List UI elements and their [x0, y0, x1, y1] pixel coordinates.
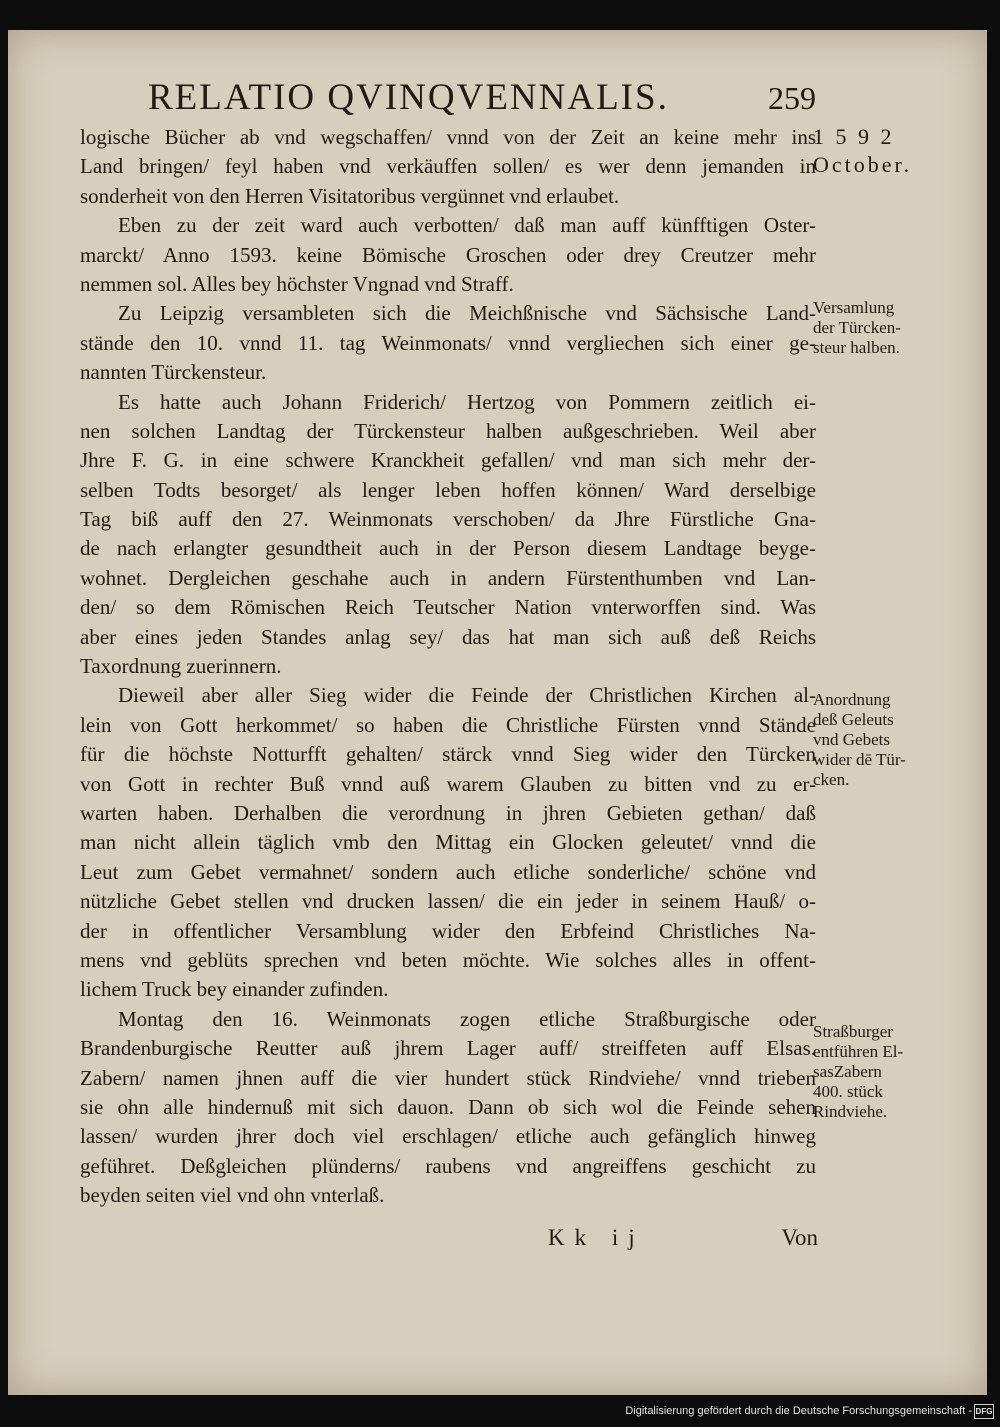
margin-note-line: wider dē Tür-	[813, 750, 906, 769]
text-line: warten haben. Derhalben die verordnung in jhren Gebieten gethan/ daß	[80, 800, 816, 825]
text-line: für die höchste Notturfft gehalten/ stärck vnnd Sieg wider den Türcken	[80, 742, 816, 767]
text-line: Jhre F. G. in eine schwere Kranckheit gefallen/ vnd man sich mehr der-	[80, 448, 816, 473]
margin-note-line: sasZabern	[813, 1062, 882, 1081]
text-line: nemmen sol. Alles bey höchster Vngnad vnd Straff.	[80, 271, 514, 296]
margin-note-line: 400. stück	[813, 1082, 883, 1101]
text-line: man nicht allein täglich vmb den Mittag ein Glocken geleutet/ vnnd die	[80, 830, 816, 855]
text-line: wohnet. Dergleichen geschahe auch in andern Fürstenthumben vnd Lan-	[80, 565, 816, 590]
text-line: Tag biß auff den 27. Weinmonats verschoben/ da Jhre Fürstliche Gna-	[80, 507, 816, 532]
page-footer	[548, 1225, 818, 1259]
margin-note-line: vnd Gebets	[813, 730, 890, 749]
text-line: Brandenburgische Reutter auß jhrem Lager auff/ streiffeten auff Elsas.	[80, 1036, 816, 1061]
text-line: beyden seiten viel vnd ohn vnterlaß.	[80, 1183, 385, 1208]
text-line: marckt/ Anno 1593. keine Bömische Groschen oder drey Creutzer mehr	[80, 242, 816, 267]
page-number: 259	[768, 80, 816, 116]
text-line: Es hatte auch Johann Friderich/ Hertzog von Pommern zeitlich ei-	[118, 389, 816, 414]
book-page	[8, 30, 987, 1395]
running-title: RELATIO QVINQVENNALIS.	[148, 77, 669, 118]
margin-note-date	[813, 123, 978, 179]
digitization-credit: Digitalisierung gefördert durch die Deutsche Forschungsgemeinschaft -	[625, 1405, 972, 1417]
text-line: geführet. Deßgleichen plünderns/ raubens vnd angreiffens geschicht zu	[80, 1153, 816, 1178]
text-line: sonderheit von den Herren Visitatoribus vergünnet vnd erlaubet.	[80, 183, 620, 208]
text-line: Leut zum Gebet vermahnet/ sondern auch etliche sonderliche/ schöne vnd	[80, 859, 816, 884]
text-line: lichem Truck bey einander zufinden.	[80, 977, 389, 1002]
text-line: Zabern/ namen jhnen auff die vier hundert stück Rindviehe/ vnnd trieben	[80, 1065, 816, 1090]
text-line: selben Todts besorget/ als lenger leben hoffen können/ Ward derselbige	[80, 477, 816, 502]
margin-note-line: Rindviehe.	[813, 1102, 888, 1121]
dfg-logo-icon: DFG	[974, 1404, 994, 1419]
text-line: Eben zu der zeit ward auch verbotten/ daß man auff künfftigen Oster-	[118, 213, 816, 238]
margin-note-line: cken.	[813, 770, 850, 789]
text-line: lein von Gott herkommet/ so haben die Christliche Fürsten vnnd Stände	[80, 712, 816, 737]
margin-note-tax-assembly	[813, 298, 978, 358]
margin-note-prayer-order	[813, 690, 978, 790]
text-line: nen solchen Landtag der Türckensteur halben außgeschrieben. Weil aber	[80, 418, 816, 443]
text-line: sie ohn alle hindernuß mit sich dauon. Dann ob sich wol die Feinde sehen	[80, 1094, 816, 1119]
text-line: stände den 10. vnnd 11. tag Weinmonats/ vnnd vergliechen sich einer ge-	[80, 330, 816, 355]
text-line: mens vnd geblüts sprechen vnd beten möchte. Wie solches alles in offent-	[80, 947, 816, 972]
margin-note-line: Anordnung	[813, 690, 891, 709]
text-line: Dieweil aber aller Sieg wider die Feinde der Christlichen Kirchen al-	[118, 683, 816, 708]
margin-note-line: Straßburger	[813, 1022, 893, 1041]
main-text-block	[80, 123, 816, 1210]
margin-note-line: October.	[813, 152, 913, 177]
margin-note-line: 1 5 9 2	[813, 124, 895, 149]
text-line: Taxordnung zuerinnern.	[80, 654, 282, 679]
text-line: der in offentlicher Versamblung wider den Erbfeind Christliches Na-	[80, 918, 816, 943]
text-line: von Gott in rechter Buß vnnd auß warem Glauben zu bitten vnd zu er-	[80, 771, 816, 796]
catchword: Von	[781, 1225, 818, 1250]
text-line: lassen/ wurden jhrer doch viel erschlagen/ etliche auch gefänglich hinweg	[80, 1124, 816, 1149]
text-line: Montag den 16. Weinmonats zogen etliche Straßburgische oder	[118, 1006, 816, 1031]
margin-note-line: steur halben.	[813, 338, 900, 357]
text-line: nützliche Gebet stellen vnd drucken lassen/ die ein jeder in seinem Hauß/ o-	[80, 889, 816, 914]
signature-mark: Kk ij	[548, 1225, 645, 1250]
margin-note-line: deß Geleuts	[813, 710, 894, 729]
text-line: den/ so dem Römischen Reich Teutscher Nation vnterworffen sind. Was	[80, 595, 816, 620]
margin-note-line: Versamlung	[813, 298, 895, 317]
text-line: Zu Leipzig versambleten sich die Meichßnische vnd Sächsische Land-	[118, 301, 816, 326]
margin-note-line: der Türcken-	[813, 318, 901, 337]
text-line: Land bringen/ feyl haben vnd verkäuffen sollen/ es wer denn jemanden in	[80, 154, 816, 179]
margin-note-strassburg	[813, 1022, 978, 1122]
text-line: de nach erlangter gesundtheit auch in der Person diesem Landtage beyge-	[80, 536, 816, 561]
margin-note-line: entführen El-	[813, 1042, 904, 1061]
text-line: nannten Türckensteur.	[80, 360, 267, 385]
text-line: aber eines jeden Standes anlag sey/ das hat man sich auß deß Reichs	[80, 624, 816, 649]
text-line: logische Bücher ab vnd wegschaffen/ vnnd von der Zeit an keine mehr ins	[80, 125, 816, 149]
scan-footer-bar	[0, 1397, 1000, 1427]
